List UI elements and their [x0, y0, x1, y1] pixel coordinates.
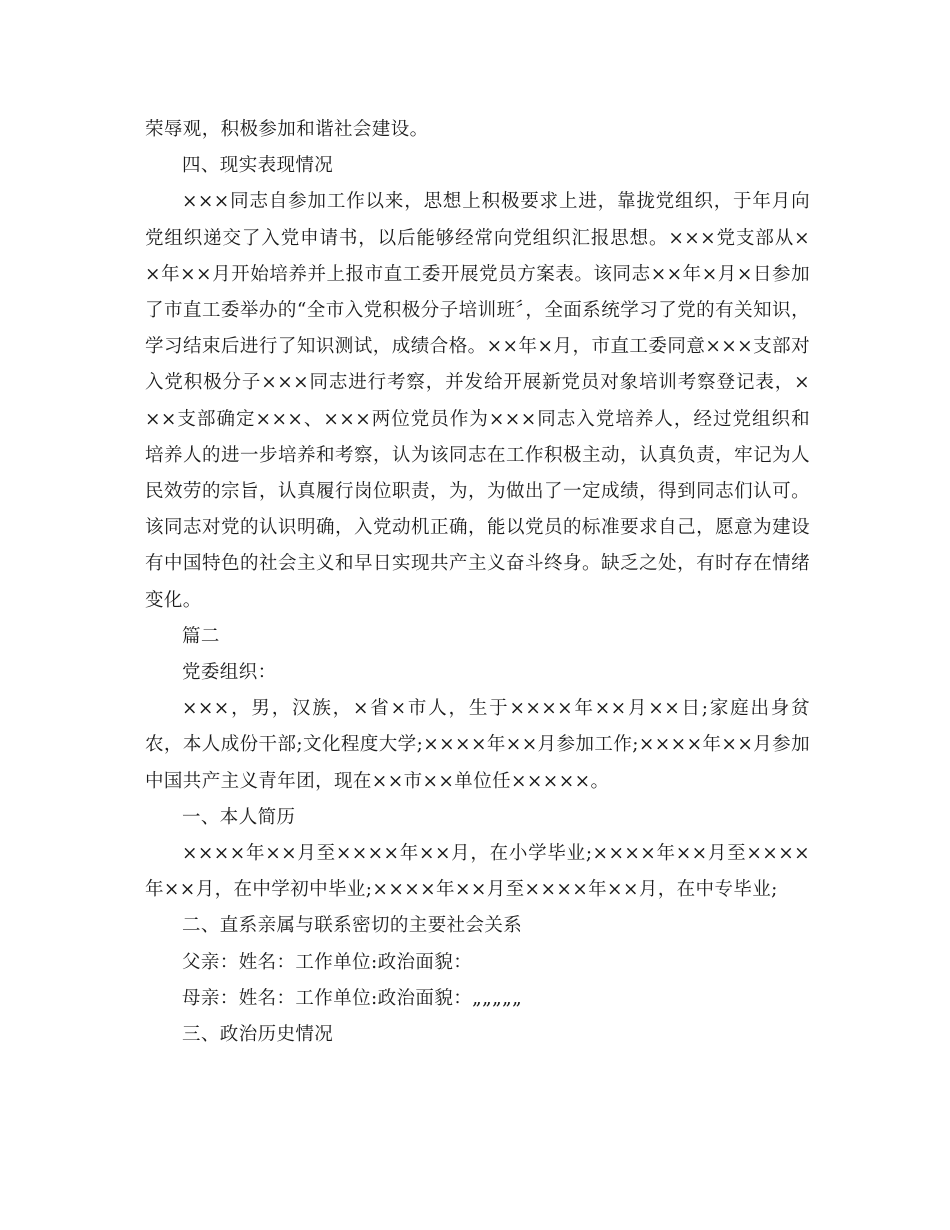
document-body — [145, 112, 810, 1053]
paragraph-personal-info: ×××，男，汉族，×省×市人，生于××××年××月××日;家庭出身贫农，本人成份干部;文化程度大学;××××年××月参加工作;××××年××月参加中国共产主义青年团，现在××市××单位任×××××。 — [145, 698, 810, 792]
paragraph-continuation: 荣辱观，积极参加和谐社会建设。 — [145, 119, 429, 140]
section-heading-resume: 一、本人简历 — [182, 806, 296, 828]
relative-father: 父亲：姓名：工作单位:政治面貌： — [182, 951, 473, 973]
paragraph-performance-details: ×××同志自参加工作以来，思想上积极要求上进，靠拢党组织，于年月向党组织递交了入党申请书，以后能够经常向党组织汇报思想。×××党支部从××年××月开始培养并上报市直工委开展党员方案表。该同志××年×月×日参加了市直工委举办的“全市入党积极分子培训班〞，全面系统学习了党的有关知识，学习结束后进行了知识测试，成绩合格。××年×月，市直工委同意×××支部对入党积极分子×××同志进行考察，并发给开展新党员对象培训考察登记表，×××支部确定×××、×××两位党员作为×××同志入党培养人，经过党组织和培养人的进一步培养和考察，认为该同志在工作积极主动，认真负责，牢记为人民效劳的宗旨，认真履行岗位职责，为，为做出了一定成绩，得到同志们认可。该同志对党的认识明确，入党动机正确，能以党员的标准要求自己，愿意为建设有中国特色的社会主义和早日实现共产主义奋斗终身。缺乏之处，有时存在情绪变化。 — [145, 191, 810, 611]
section-heading-political-history: 三、政治历史情况 — [182, 1024, 334, 1046]
section-heading-current-performance: 四、现实表现情况 — [182, 155, 334, 177]
salutation: 党委组织： — [182, 662, 277, 684]
relative-mother: 母亲：姓名：工作单位:政治面貌：„„„„„ — [182, 987, 523, 1009]
paragraph-resume-details: ××××年××月至××××年××月，在小学毕业;××××年××月至××××年××月，在中学初中毕业;××××年××月至××××年××月，在中专毕业; — [145, 843, 810, 901]
section-heading-part-two: 篇二 — [182, 625, 220, 647]
section-heading-relatives: 二、直系亲属与联系密切的主要社会关系 — [182, 915, 523, 937]
